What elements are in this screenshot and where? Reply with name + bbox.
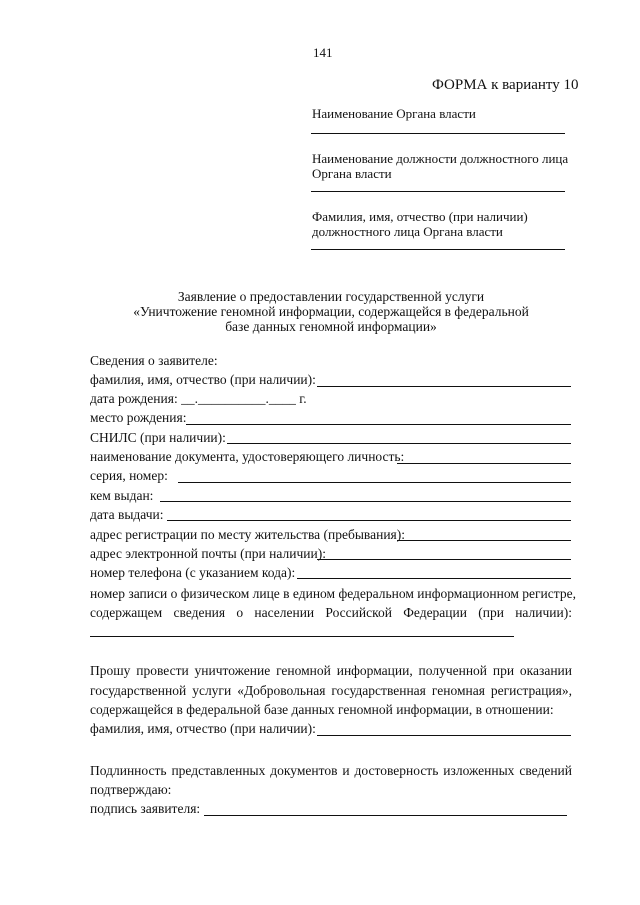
birth-date-label: дата рождения: __.__________.____ г. — [90, 391, 307, 406]
id-doc-field[interactable] — [397, 463, 571, 464]
application-title-1: Заявление о предоставлении государственной услуги — [177, 289, 485, 304]
email-label: адрес электронной почты (при наличии): — [90, 546, 326, 561]
application-title-3: базе данных геномной информации» — [225, 319, 437, 334]
subject-name-field[interactable] — [317, 735, 571, 736]
authority-name-label: Наименование Органа власти — [312, 106, 476, 121]
email-field[interactable] — [317, 559, 571, 560]
confirmation-text-2: подтверждаю: — [90, 782, 172, 797]
registry-field[interactable] — [90, 636, 514, 637]
official-position-field[interactable] — [311, 191, 565, 192]
registry-label-2: содержащем сведения о населении Российской Федерации (при наличии): — [90, 605, 572, 620]
id-doc-label: наименование документа, удостоверяющего личность: — [90, 449, 405, 464]
phone-label: номер телефона (с указанием кода): — [90, 565, 296, 580]
issued-by-label: кем выдан: — [90, 488, 154, 503]
official-name-field[interactable] — [311, 249, 565, 250]
series-number-field[interactable] — [178, 482, 571, 483]
snils-field[interactable] — [227, 443, 571, 444]
request-text-2: государственной услуги «Добровольная государственная геномная регистрация», — [90, 683, 572, 698]
official-position-label-2: Органа власти — [312, 166, 392, 181]
signature-label: подпись заявителя: — [90, 801, 201, 816]
issue-date-label: дата выдачи: — [90, 507, 164, 522]
confirmation-text-1: Подлинность представленных документов и достоверность изложенных сведений — [90, 763, 572, 778]
phone-field[interactable] — [297, 578, 571, 579]
request-text-3: содержащейся в федеральной базе данных геномной информации, в отношении: — [90, 702, 554, 717]
reg-address-label: адрес регистрации по месту жительства (пребывания): — [90, 527, 406, 542]
page-number: 141 — [313, 45, 333, 60]
issue-date-field[interactable] — [167, 520, 571, 521]
applicant-heading: Сведения о заявителе: — [90, 353, 218, 368]
full-name-field[interactable] — [317, 386, 571, 387]
official-position-label: Наименование должности должностного лица — [312, 151, 569, 166]
birth-place-field[interactable] — [186, 424, 571, 425]
issued-by-field[interactable] — [160, 501, 571, 502]
registry-label-1: номер записи о физическом лице в едином федеральном информационном регистре, — [90, 586, 576, 601]
application-title-2: «Уничтожение геномной информации, содержащейся в федеральной — [133, 304, 529, 319]
full-name-label: фамилия, имя, отчество (при наличии): — [90, 372, 316, 387]
form-title: ФОРМА к варианту 10 — [432, 77, 579, 93]
signature-field[interactable] — [204, 815, 567, 816]
authority-name-field[interactable] — [311, 133, 565, 134]
birth-place-label: место рождения: — [90, 410, 187, 425]
request-text-1: Прошу провести уничтожение геномной информации, полученной при оказании — [90, 663, 572, 678]
subject-name-label: фамилия, имя, отчество (при наличии): — [90, 721, 316, 736]
series-number-label: серия, номер: — [90, 468, 168, 483]
snils-label: СНИЛС (при наличии): — [90, 430, 226, 445]
official-name-label-2: должностного лица Органа власти — [312, 224, 503, 239]
official-name-label: Фамилия, имя, отчество (при наличии) — [312, 209, 528, 224]
reg-address-field[interactable] — [397, 540, 571, 541]
